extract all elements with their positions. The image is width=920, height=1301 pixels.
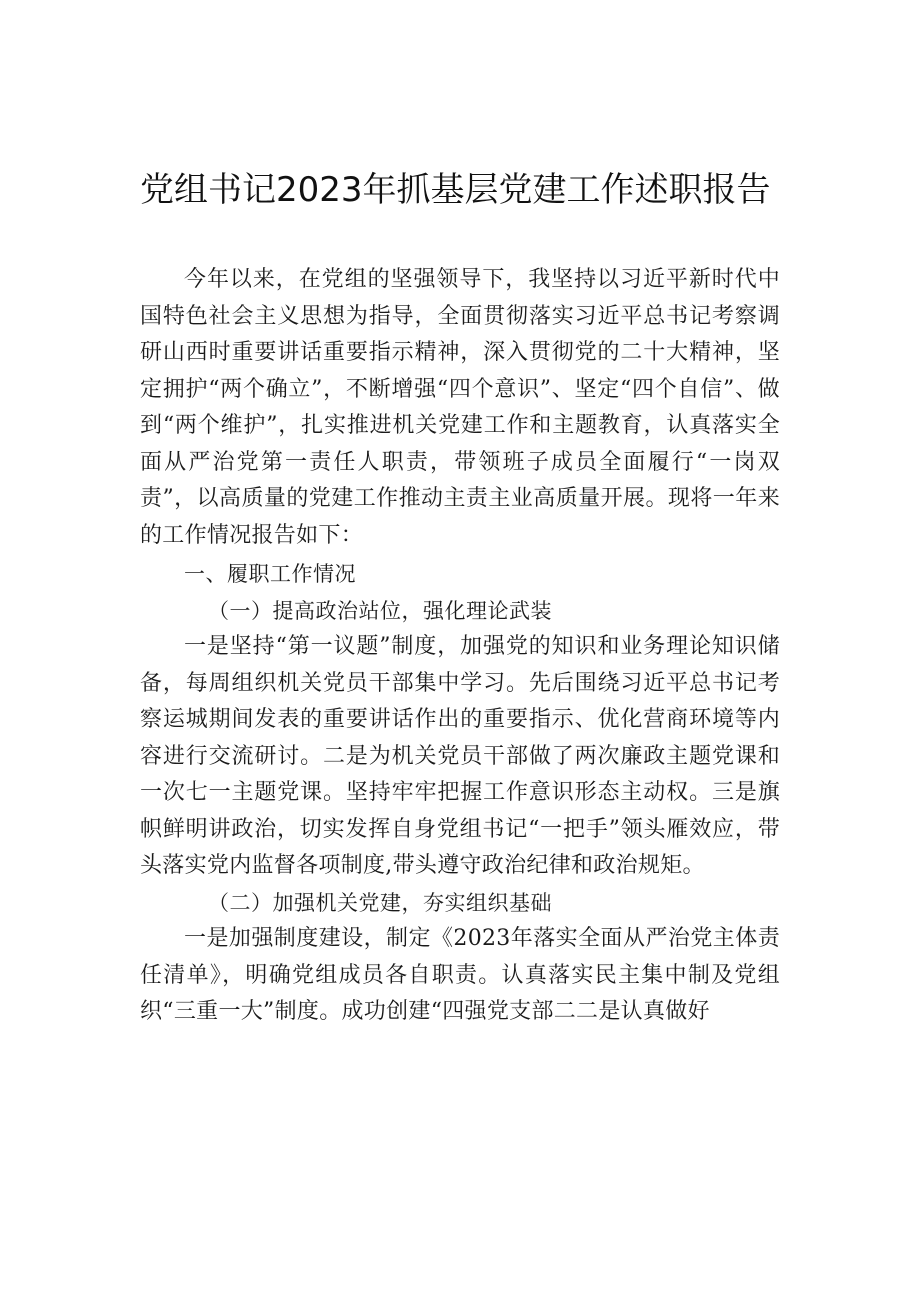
document-title: 党组书记2023年抓基层党建工作述职报告 [140,170,771,210]
subsection-heading-2: （二）加强机关党建，夯实组织基础 [208,890,552,915]
intro-paragraph: 今年以来，在党组的坚强领导下，我坚持以习近平新时代中国特色社会主义思想为指导，全面贯彻落实习近平总书记考察调研山西时重要讲话重要指示精神，深入贯彻党的二十大精神，坚定拥护“两个确立”，不断增强“四个意识”、坚定“四个自信”、做到“两个维护”，扎实推进机关党建工作和主题教育，认真落实全面从严治党第一责任人职责，带领班子成员全面履行“一岗双责”，以高质量的党建工作推动主责主业高质量开展。现将一年来的工作情况报告如下： [140,267,780,548]
document-body [140,262,780,1031]
section-heading-1: 一、履职工作情况 [184,562,356,586]
subsection-2-paragraph: 一是加强制度建设，制定《2023年落实全面从严治党主体责任清单》，明确党组成员各自职责。认真落实民主集中制及党组织“三重一大”制度。成功创建“四强党支部二二是认真做好 [140,926,780,1024]
subsection-heading-1: （一）提高政治站位，强化理论武装 [208,598,552,623]
subsection-1-paragraph: 一是坚持“第一议题”制度，加强党的知识和业务理论知识储备，每周组织机关党员干部集中学习。先后围绕习近平总书记考察运城期间发表的重要讲话作出的重要指示、优化营商环境等内容进行交流研讨。二是为机关党员干部做了两次廉政主题党课和一次七一主题党课。坚持牢牢把握工作意识形态主动权。三是旗帜鲜明讲政治，切实发挥自身党组书记“一把手”领头雁效应，带头落实党内监督各项制度,带头遵守政治纪律和政治规矩。 [140,634,780,878]
